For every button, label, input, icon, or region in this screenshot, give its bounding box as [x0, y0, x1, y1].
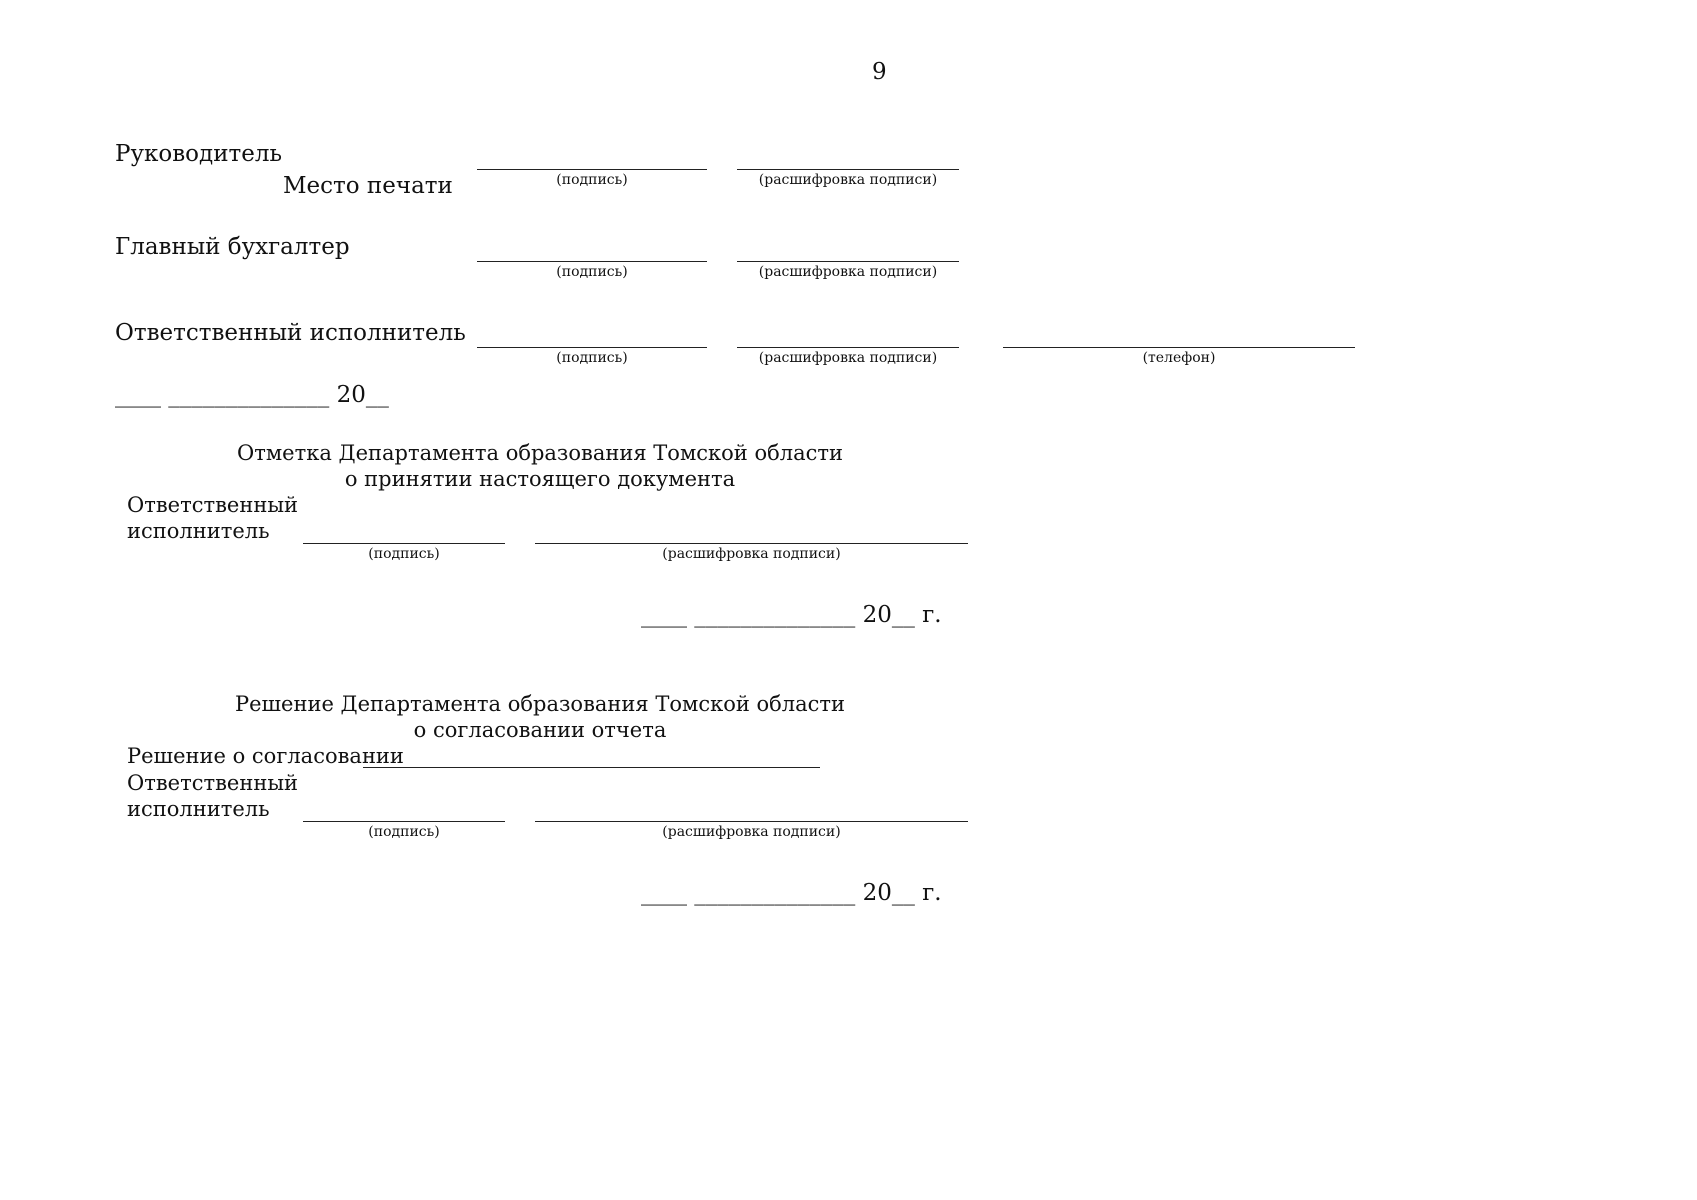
- head-label: Руководитель: [115, 141, 282, 167]
- decision-signature-line[interactable]: [303, 821, 505, 822]
- mark-date-line: ____ ______________ 20__ г.: [641, 602, 942, 628]
- head-decoding-line[interactable]: [737, 169, 959, 170]
- mark-decoding-caption: (расшифровка подписи): [662, 546, 841, 562]
- mark-decoding-line[interactable]: [535, 543, 968, 544]
- decision-decoding-caption: (расшифровка подписи): [662, 824, 841, 840]
- head-signature-line[interactable]: [477, 169, 707, 170]
- executor-phone-line[interactable]: [1003, 347, 1355, 348]
- accountant-decoding-line[interactable]: [737, 261, 959, 262]
- executor-decoding-line[interactable]: [737, 347, 959, 348]
- decision-title-line1: Решение Департамента образования Томской области: [234, 692, 846, 716]
- decision-title-line2: о согласовании отчета: [413, 718, 667, 742]
- accountant-decoding-caption: (расшифровка подписи): [758, 264, 938, 280]
- decision-executor-line1: Ответственный: [127, 771, 299, 795]
- executor-phone-caption: (телефон): [1142, 350, 1216, 366]
- executor-label: Ответственный исполнитель: [115, 320, 466, 346]
- page-number: 9: [872, 59, 887, 85]
- mark-signature-line[interactable]: [303, 543, 505, 544]
- decision-input-line[interactable]: [363, 767, 820, 768]
- head-signature-caption: (подпись): [556, 172, 628, 188]
- head-decoding-caption: (расшифровка подписи): [758, 172, 938, 188]
- executor-decoding-caption: (расшифровка подписи): [758, 350, 938, 366]
- accountant-signature-line[interactable]: [477, 261, 707, 262]
- signature-date-line: ____ ______________ 20__: [115, 382, 389, 408]
- decision-signature-caption: (подпись): [368, 824, 440, 840]
- seal-label: Место печати: [283, 173, 453, 199]
- accountant-signature-caption: (подпись): [556, 264, 628, 280]
- chief-accountant-label: Главный бухгалтер: [115, 234, 350, 260]
- decision-date-line: ____ ______________ 20__ г.: [641, 880, 942, 906]
- mark-title-line1: Отметка Департамента образования Томской области: [236, 441, 844, 465]
- executor-signature-caption: (подпись): [556, 350, 628, 366]
- mark-signature-caption: (подпись): [368, 546, 440, 562]
- executor-signature-line[interactable]: [477, 347, 707, 348]
- mark-executor-line1: Ответственный: [127, 493, 299, 517]
- decision-decoding-line[interactable]: [535, 821, 968, 822]
- mark-title-line2: о принятии настоящего документа: [344, 467, 736, 491]
- decision-label: Решение о согласовании: [127, 744, 404, 768]
- mark-executor-line2: исполнитель: [127, 519, 270, 543]
- decision-executor-line2: исполнитель: [127, 797, 270, 821]
